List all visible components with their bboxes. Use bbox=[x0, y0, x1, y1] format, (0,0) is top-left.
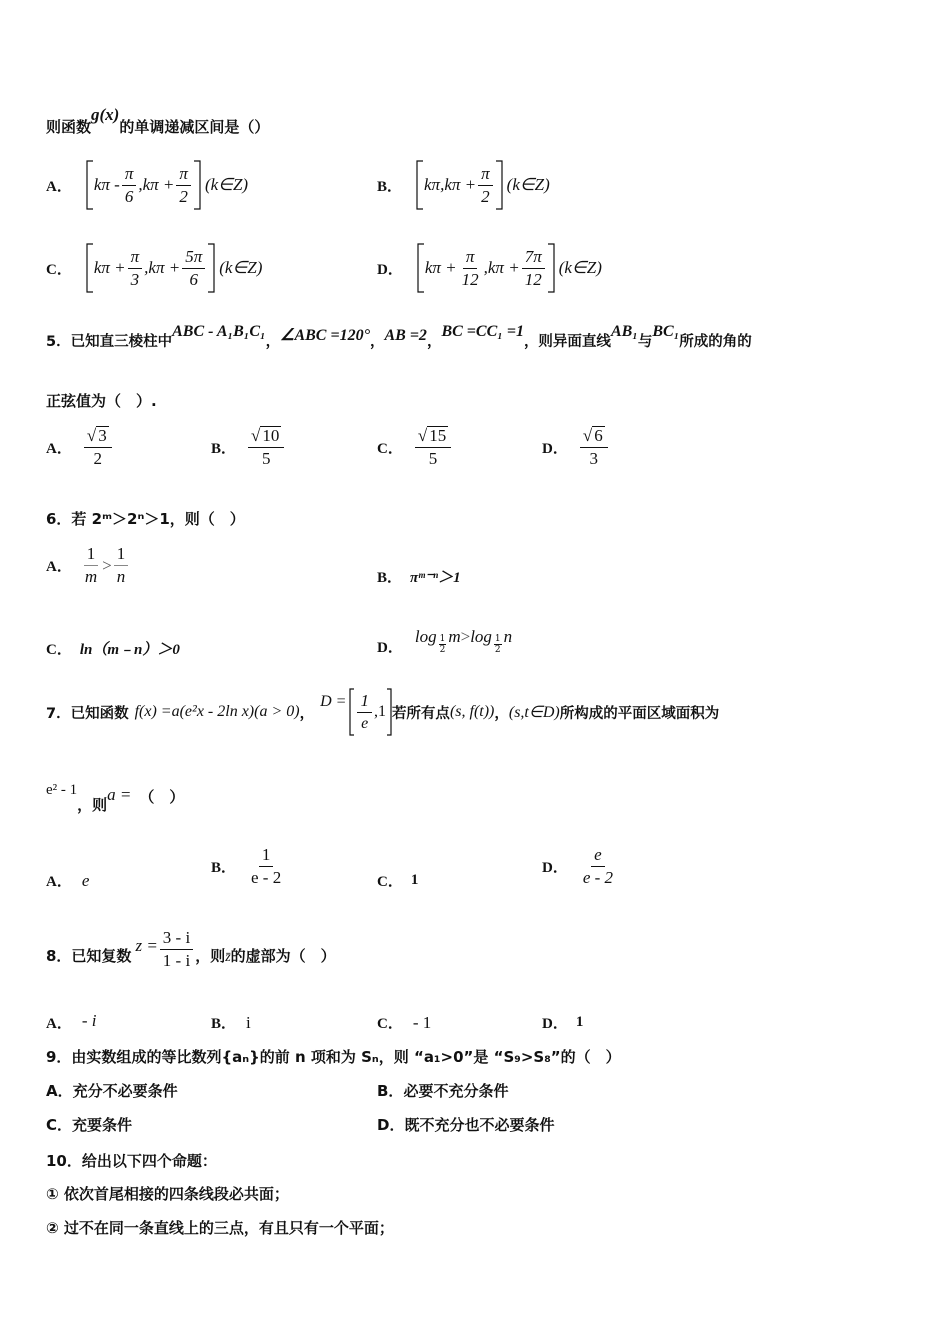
denominator: 12 bbox=[461, 269, 479, 289]
q8-stem bbox=[46, 928, 336, 971]
q5-bc1: BC₁ bbox=[652, 323, 680, 340]
right-bracket bbox=[193, 160, 201, 210]
numerator: π bbox=[176, 164, 191, 186]
option-label: A． bbox=[46, 441, 72, 457]
denominator: 3 bbox=[130, 269, 140, 289]
option-value: - 1 bbox=[412, 1012, 432, 1032]
var-m: m bbox=[448, 626, 461, 646]
q5-end: 所成的角的 bbox=[679, 334, 752, 350]
q7-stem bbox=[46, 688, 719, 736]
q8-option-b[interactable] bbox=[211, 1012, 251, 1033]
q9-option-a[interactable] bbox=[46, 1080, 178, 1101]
option-expr: kπ - bbox=[93, 175, 120, 194]
option-text: πᵐ⁻ⁿ＞1 bbox=[410, 570, 461, 586]
option-label: A． bbox=[46, 874, 72, 890]
denominator: 2 bbox=[439, 645, 446, 655]
option-label: D． bbox=[542, 1016, 568, 1032]
q4-stem-post: 的单调递减区间是（） bbox=[119, 118, 270, 136]
option-expr: ,kπ + bbox=[483, 258, 520, 277]
q5-num: 5．已知直三棱柱中 bbox=[46, 334, 173, 350]
fraction bbox=[82, 544, 100, 587]
denominator: n bbox=[116, 567, 126, 586]
fraction bbox=[415, 426, 451, 469]
q5-option-c[interactable] bbox=[377, 426, 453, 469]
numerator: 7π bbox=[522, 247, 545, 269]
fraction bbox=[580, 426, 608, 469]
denominator: 5 bbox=[428, 449, 438, 468]
q4-stem bbox=[46, 105, 270, 137]
option-label: C． bbox=[46, 1116, 73, 1134]
radicand: 15 bbox=[429, 426, 447, 445]
option-tail: (k∈Z) bbox=[558, 258, 602, 277]
fraction bbox=[160, 928, 193, 971]
denominator: e bbox=[361, 714, 369, 732]
q6-option-b[interactable] bbox=[377, 566, 461, 587]
q7-end: 所构成的平面区域面积为 bbox=[559, 705, 720, 722]
q8-option-a[interactable] bbox=[46, 1012, 96, 1033]
left-bracket bbox=[86, 160, 94, 210]
radicand: 10 bbox=[262, 426, 280, 445]
q7-option-b[interactable] bbox=[211, 845, 286, 888]
q9-stem: 9．由实数组成的等比数列{aₙ}的前 n 项和为 Sₙ，则 “a₁>0”是 “S₉>S₈”的（ ） bbox=[46, 1048, 621, 1066]
q4-option-c[interactable] bbox=[46, 243, 262, 293]
numerator: 1 bbox=[439, 634, 446, 644]
log-base bbox=[439, 634, 447, 655]
q7-domain-post: ,1 bbox=[373, 703, 386, 720]
q9-option-c[interactable] bbox=[46, 1114, 132, 1135]
option-value: i bbox=[246, 1012, 251, 1032]
denominator: 12 bbox=[524, 269, 542, 289]
sqrt: √ 6 bbox=[582, 426, 603, 445]
q5-stem bbox=[46, 323, 752, 351]
fraction bbox=[522, 247, 545, 290]
denominator: e - 2 bbox=[251, 868, 282, 887]
q8-num: 8．已知复数 bbox=[46, 947, 132, 965]
numerator: e bbox=[591, 845, 605, 867]
option-tail: (k∈Z) bbox=[219, 258, 263, 277]
option-label: D． bbox=[542, 441, 568, 457]
option-expr: kπ + bbox=[93, 258, 126, 277]
numerator: π bbox=[463, 247, 478, 269]
log-text: log bbox=[414, 626, 437, 646]
q5-prism: ABC - A₁B₁C₁ bbox=[172, 323, 266, 340]
q10-item-1: ① 依次首尾相接的四条线段必共面； bbox=[46, 1185, 289, 1203]
fraction bbox=[84, 426, 112, 469]
option-label: A． bbox=[46, 1016, 72, 1032]
left-bracket bbox=[86, 243, 94, 293]
fraction bbox=[459, 247, 482, 290]
numerator: 1 bbox=[84, 544, 99, 566]
q5-mid: ，则异面直线 bbox=[523, 334, 611, 350]
q4-option-a[interactable] bbox=[46, 160, 248, 210]
option-label: B． bbox=[377, 1082, 404, 1100]
option-tail: (k∈Z) bbox=[506, 175, 550, 194]
option-text: ln（m﹣n）＞0 bbox=[79, 642, 180, 658]
q8-zbar: z̄ bbox=[225, 949, 231, 965]
option-label: A． bbox=[46, 1082, 73, 1100]
option-label: A． bbox=[46, 178, 72, 195]
option-value: e bbox=[81, 870, 90, 890]
denominator: 3 bbox=[589, 449, 599, 468]
option-label: B． bbox=[377, 570, 403, 586]
numerator: 1 bbox=[259, 845, 274, 867]
option-label: C． bbox=[377, 874, 403, 890]
log-base bbox=[494, 634, 502, 655]
option-label: B． bbox=[211, 441, 237, 457]
numerator: 3 - i bbox=[160, 928, 193, 950]
q4-option-b[interactable] bbox=[377, 160, 550, 210]
q7-paren: （ ） bbox=[139, 788, 185, 806]
radicand: 3 bbox=[98, 426, 107, 445]
q4-option-d[interactable] bbox=[377, 243, 602, 293]
option-label: C． bbox=[46, 261, 72, 278]
q7-then: ，则 bbox=[77, 796, 108, 814]
denominator: 6 bbox=[189, 269, 198, 289]
q5-bc: BC =CC₁ =1 bbox=[441, 323, 524, 340]
denominator: e - 2 bbox=[582, 868, 614, 887]
fraction bbox=[122, 164, 137, 207]
option-value: - i bbox=[81, 1010, 97, 1030]
numerator: 1 bbox=[494, 634, 501, 644]
numerator: π bbox=[478, 164, 493, 186]
q7-option-a[interactable] bbox=[46, 870, 89, 891]
q4-func: g(x) bbox=[91, 105, 120, 124]
numerator: 1 bbox=[114, 544, 129, 566]
option-expr: kπ,kπ + bbox=[424, 175, 477, 194]
separator: ， bbox=[426, 334, 442, 350]
sqrt: √ 15 bbox=[417, 426, 447, 445]
option-text: 充分不必要条件 bbox=[72, 1082, 178, 1100]
option-label: A． bbox=[46, 559, 72, 575]
option-expr: ,kπ + bbox=[138, 175, 175, 194]
option-label: D． bbox=[542, 860, 568, 876]
denominator: 2 bbox=[93, 449, 103, 468]
q8-z: z = bbox=[135, 935, 158, 955]
q6-option-a[interactable] bbox=[46, 544, 130, 587]
fraction bbox=[248, 426, 284, 469]
separator: ， bbox=[265, 334, 281, 350]
q6-option-d[interactable] bbox=[377, 626, 513, 656]
q7-num: 7．已知函数 bbox=[46, 705, 129, 722]
fraction bbox=[114, 544, 129, 587]
left-bracket bbox=[416, 160, 424, 210]
fraction bbox=[182, 247, 205, 290]
separator: ， bbox=[299, 705, 315, 722]
denominator: 2 bbox=[179, 186, 188, 206]
option-text: 必要不充分条件 bbox=[403, 1082, 509, 1100]
q5-option-d[interactable] bbox=[542, 426, 610, 469]
q7-mid: 若所有点 bbox=[391, 705, 450, 722]
fraction bbox=[478, 164, 493, 207]
q9-option-d[interactable] bbox=[377, 1114, 554, 1135]
q7-cond: (s,t∈D) bbox=[508, 704, 560, 721]
q10-item-2: ② 过不在同一条直线上的三点，有且只有一个平面； bbox=[46, 1219, 394, 1237]
denominator: 2 bbox=[481, 186, 490, 206]
q7-point: (s, f(t)) bbox=[449, 703, 495, 720]
q7-domain-pre: D = bbox=[320, 693, 347, 710]
denominator: 5 bbox=[261, 449, 271, 468]
greater-than: > bbox=[102, 555, 112, 575]
numerator: π bbox=[122, 164, 137, 186]
separator: ， bbox=[494, 705, 509, 722]
option-label: D． bbox=[377, 640, 403, 656]
option-expr: kπ + bbox=[424, 258, 457, 277]
q5-ab1: AB₁ bbox=[610, 323, 638, 340]
q8-end: 的虚部为（ ） bbox=[230, 947, 336, 965]
numerator: 1 bbox=[357, 691, 372, 713]
option-value: 1 bbox=[410, 872, 419, 888]
option-text: 既不充分也不必要条件 bbox=[404, 1116, 555, 1134]
q8-option-d[interactable] bbox=[542, 1012, 583, 1033]
fraction bbox=[580, 845, 616, 888]
q4-stem-pre: 则函数 bbox=[46, 118, 92, 136]
fraction bbox=[128, 247, 143, 290]
q5-option-b[interactable] bbox=[211, 426, 286, 469]
right-bracket bbox=[495, 160, 503, 210]
fraction bbox=[357, 691, 372, 734]
q7-option-d[interactable] bbox=[542, 845, 618, 888]
right-bracket bbox=[547, 243, 555, 293]
q8-option-c[interactable] bbox=[377, 1012, 431, 1033]
q5-stem-line2: 正弦值为（ ）. bbox=[46, 392, 157, 410]
q5-and: 与 bbox=[637, 334, 653, 350]
q6-stem: 6．若 2ᵐ＞2ⁿ＞1，则（ ） bbox=[46, 510, 245, 528]
numerator: π bbox=[128, 247, 143, 269]
q7-option-c[interactable] bbox=[377, 870, 418, 891]
sqrt: √ 10 bbox=[251, 426, 280, 445]
log-text: log bbox=[470, 626, 492, 646]
q7-func: f(x) =a(e²x - 2ln x)(a > 0) bbox=[134, 703, 300, 720]
option-text: 充要条件 bbox=[72, 1116, 133, 1134]
denominator: m bbox=[84, 567, 98, 586]
separator: ， bbox=[369, 334, 385, 350]
right-bracket bbox=[207, 243, 215, 293]
option-label: B． bbox=[211, 860, 237, 876]
greater-than: > bbox=[460, 626, 471, 646]
q5-ab: AB =2 bbox=[384, 327, 427, 344]
q10-stem: 10．给出以下四个命题： bbox=[46, 1152, 217, 1170]
q7-area: e² - 1 bbox=[46, 782, 78, 798]
var-n: n bbox=[503, 626, 513, 646]
numerator: 5π bbox=[182, 247, 205, 269]
denominator: 6 bbox=[124, 186, 134, 206]
q6-option-c[interactable] bbox=[46, 638, 180, 659]
q5-option-a[interactable] bbox=[46, 426, 114, 469]
left-bracket bbox=[417, 243, 425, 293]
q8-mid: ，则 bbox=[195, 947, 226, 965]
q5-angle: ∠ABC =120° bbox=[280, 327, 370, 344]
q7-a-eq: a = bbox=[107, 784, 132, 804]
option-expr: ,kπ + bbox=[144, 258, 181, 277]
option-label: D． bbox=[377, 261, 403, 278]
left-bracket bbox=[349, 688, 355, 736]
option-label: C． bbox=[377, 1016, 403, 1032]
option-label: C． bbox=[377, 441, 403, 457]
q9-option-b[interactable] bbox=[377, 1080, 508, 1101]
radicand: 6 bbox=[594, 426, 603, 445]
fraction bbox=[248, 845, 284, 888]
option-label: D． bbox=[377, 1116, 405, 1134]
option-label: C． bbox=[46, 642, 72, 658]
option-label: B． bbox=[211, 1016, 237, 1032]
option-tail: (k∈Z) bbox=[204, 175, 249, 194]
denominator: 1 - i bbox=[162, 951, 191, 970]
option-value: 1 bbox=[575, 1014, 584, 1030]
sqrt: √ 3 bbox=[86, 426, 107, 445]
option-label: B． bbox=[377, 178, 403, 195]
denominator: 2 bbox=[494, 645, 501, 655]
q7-stem-line2 bbox=[46, 782, 185, 814]
fraction bbox=[176, 164, 191, 207]
